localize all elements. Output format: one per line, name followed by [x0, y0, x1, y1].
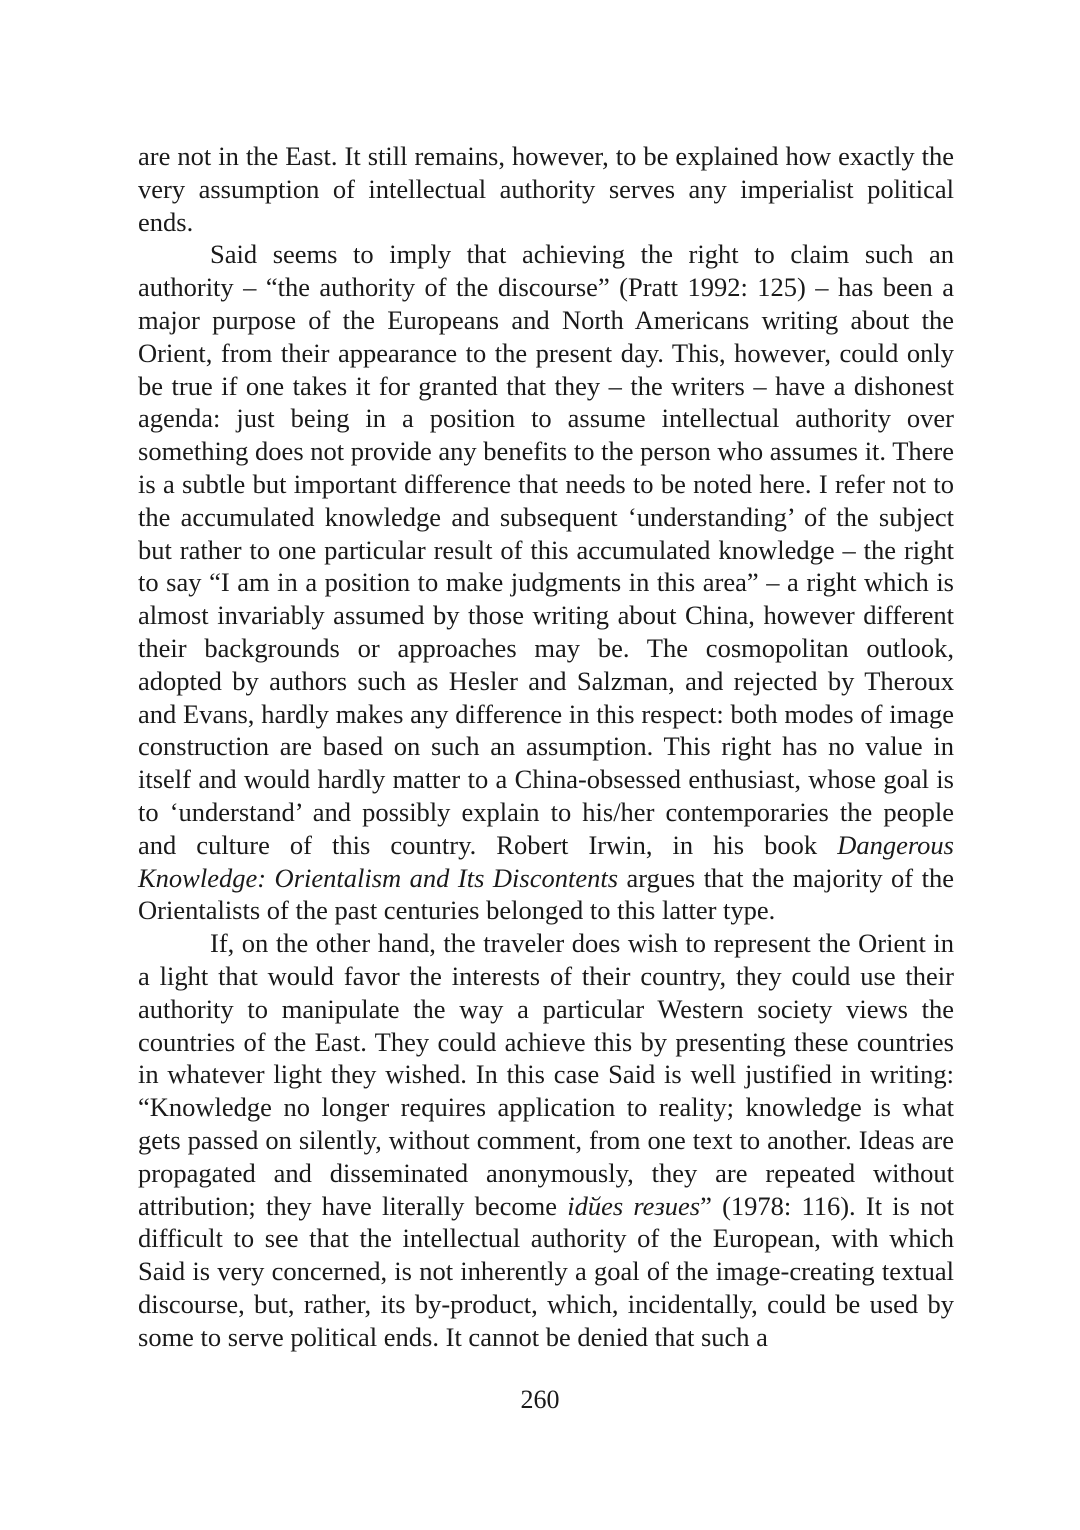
paragraph-2-text: Said seems to imply that achieving the right to claim such an authority – “the authority of the discourse” (Pratt 1992: 125) – has been a major purpose of the Europeans and North Americans writing about the Orient, from their appearance to the present day. This, however, could only be true if one takes it for granted that they – the writers – have a dishonest agenda: just being in a position to assume intellectual authority over something does not provide any benefits to the person who assumes it. There is a subtle but important difference that needs to be noted here. I refer not to the accumulated knowledge and subsequent ‘understanding’ of the subject but rather to one particular result of this accumulated knowledge – the right to say “I am in a position to make judgments in this area” – a right which is almost invariably assumed by those writing about China, however different their backgrounds or approaches may be. The cosmopolitan outlook, adopted by authors such as Hesler and Salzman, and rejected by Theroux and Evans, hardly makes any difference in this respect: both modes of image construction are based on such an assumption. This right has no value in itself and would hardly matter to a China-obsessed enthusiast, whose goal is to ‘understand’ and possibly explain to his/her contemporaries the people and culture of this country. Robert Irwin, in his book [138, 239, 954, 860]
book-title: Dangerous Knowledge: Orientalism and Its Discontents [138, 829, 954, 893]
paragraph-2-text-after: argues that the majority of the Orientalists of the past centuries belonged to this latter type. [138, 862, 954, 926]
paragraph-1 [138, 140, 954, 238]
paragraph-3-text-after: ” (1978: 116). It is not difficult to see that the intellectual authority of the European, with which Said is very concerned, is not inherently a goal of the image-creating textual discourse, but, rather, its by-product, which, incidentally, could be used by some to serve political ends. It cannot be denied that such a [138, 1190, 954, 1352]
paragraph-3-text-before: If, on the other hand, the traveler does wish to represent the Orient in a light that would favor the interests of their country, they could use their authority to manipulate the way a particular Western society views the countries of the East. They could achieve this by presenting these countries in whatever light they wished. In this case Said is well justified in writing: “Knowledge no longer requires application to reality; knowledge is what gets passed on silently, without comment, from one text to another. Ideas are propagated and disseminated anonymously, they are repeated without attribution; they have literally become [138, 928, 954, 1221]
paragraph-2 [138, 238, 954, 927]
page-number: 260 [520, 1385, 560, 1414]
paragraph-3 [138, 927, 954, 1353]
paragraph-1-text: are not in the East. It still remains, however, to be explained how exactly the very assumption of intellectual authority serves any imperialist political ends. [138, 141, 954, 237]
page-body [138, 140, 954, 1353]
italic-phrase: idйes reзues [567, 1190, 701, 1221]
